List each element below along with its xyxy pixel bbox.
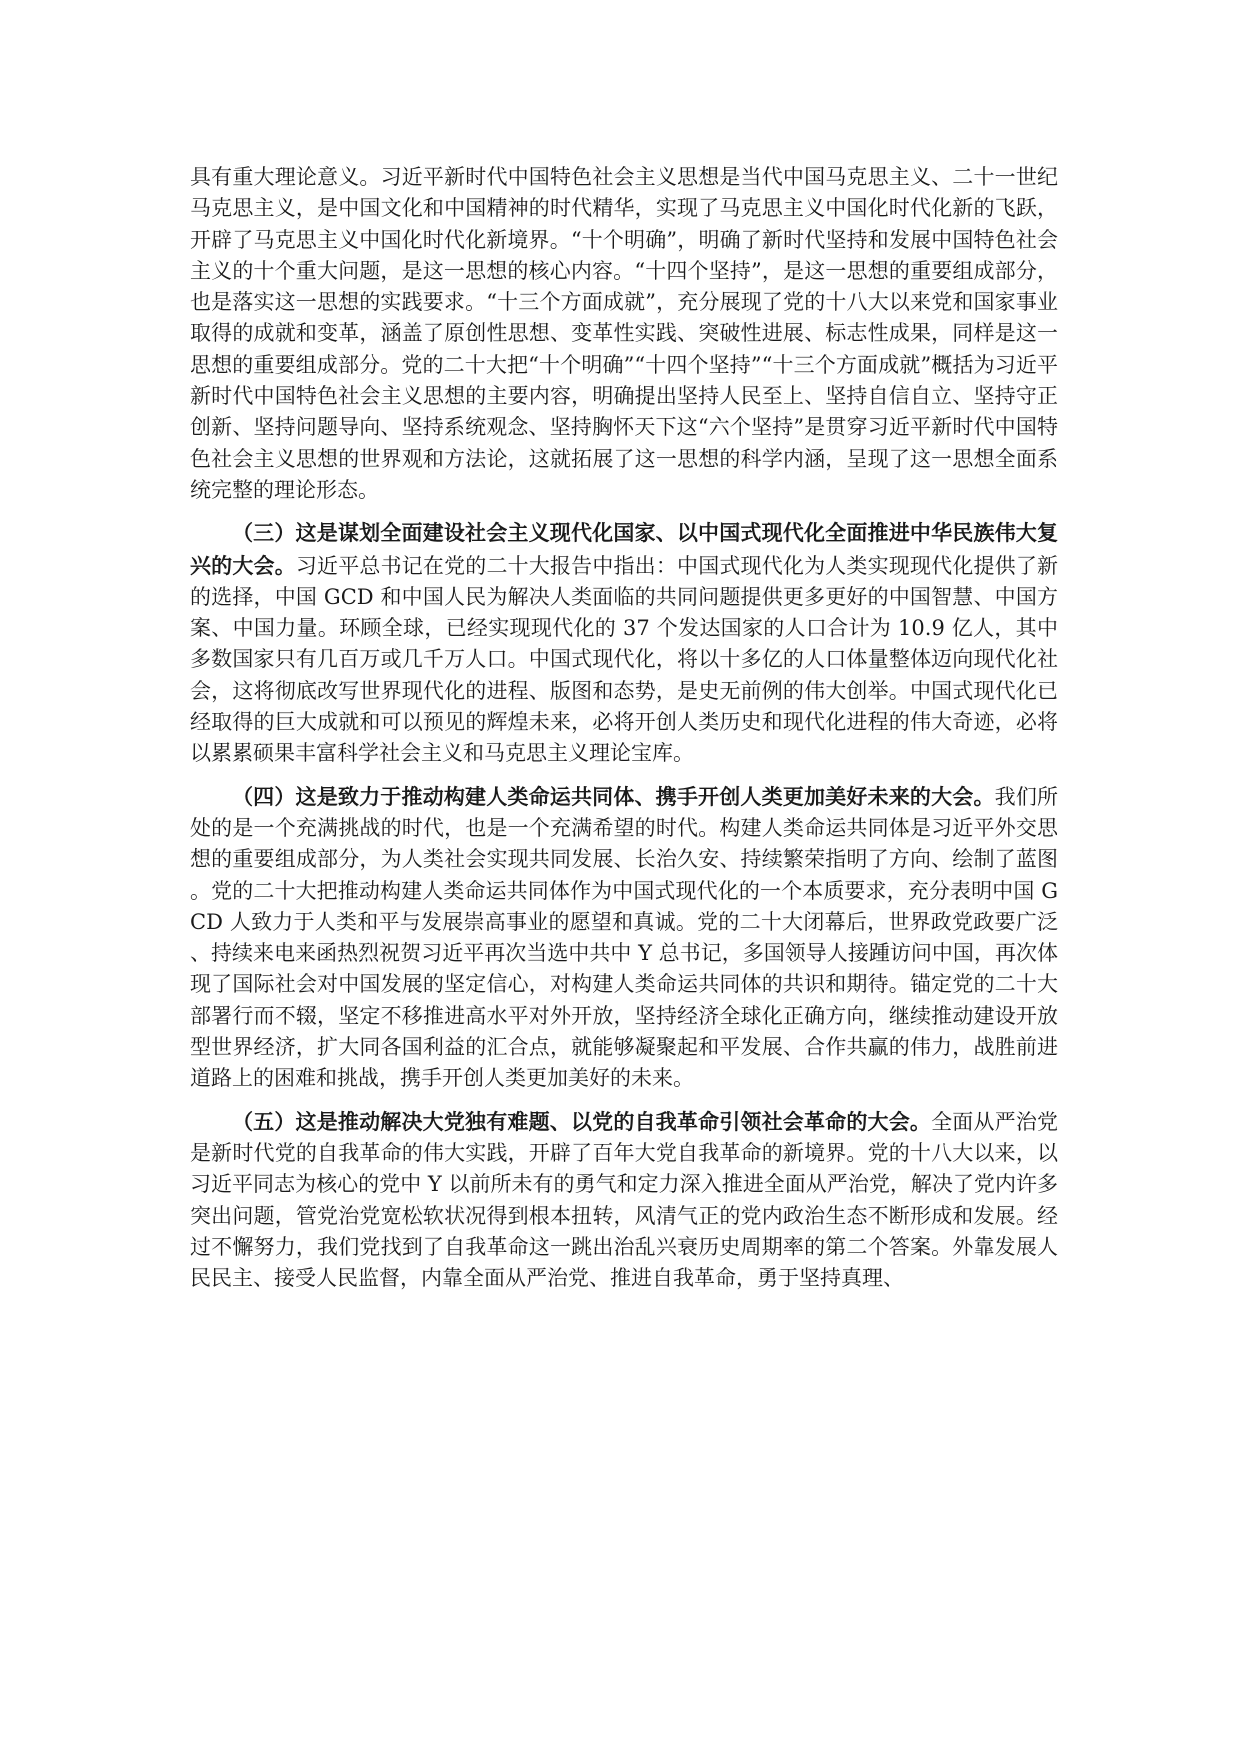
paragraph-body: 习近平总书记在党的二十大报告中指出：中国式现代化为人类实现现代化提供了新的选择，中国 GCD 和中国人民为解决人类面临的共同问题提供更多更好的中国智慧、中国方案、中国力量。环顾全球，已经实现现代化的 37 个发达国家的人口合计为 10.9 亿人，其中多数国家只有几百万或几千万人口。中国式现代化，将以十多亿的人口体量整体迈向现代化社会，这将彻底改写世界现代化的进程、版图和态势，是史无前例的伟大创举。中国式现代化已经取得的巨大成就和可以预见的辉煌未来，必将开创人类历史和现代化进程的伟大奇迹，必将以累累硕果丰富科学社会主义和马克思主义理论宝库。 (190, 553, 1058, 766)
paragraph-section-3 (190, 517, 1058, 769)
paragraph-continuation (190, 162, 1058, 506)
paragraph-body: 我们所处的是一个充满挑战的时代，也是一个充满希望的时代。构建人类命运共同体是习近平外交思想的重要组成部分，为人类社会实现共同发展、长治久安、持续繁荣指明了方向、绘制了蓝图。党的二十大把推动构建人类命运共同体作为中国式现代化的一个本质要求，充分表明中国 GCD 人致力于人类和平与发展崇高事业的愿望和真诚。党的二十大闭幕后，世界政党政要广泛、持续来电来函热烈祝贺习近平再次当选中共中 Y 总书记，多国领导人接踵访问中国，再次体现了国际社会对中国发展的坚定信心，对构建人类命运共同体的共识和期待。锚定党的二十大部署行而不辍，坚定不移推进高水平对外开放，坚持经济全球化正确方向，继续推动建设开放型世界经济，扩大同各国利益的汇合点，就能够凝聚起和平发展、合作共赢的伟力，战胜前进道路上的困难和挑战，携手开创人类更加美好的未来。 (190, 784, 1059, 1091)
paragraph-body: 全面从严治党是新时代党的自我革命的伟大实践，开辟了百年大党自我革命的新境界。党的十八大以来，以习近平同志为核心的党中 Y 以前所未有的勇气和定力深入推进全面从严治党，解决了党内许多突出问题，管党治党宽松软状况得到根本扭转，风清气正的党内政治生态不断形成和发展。经过不懈努力，我们党找到了自我革命这一跳出治乱兴衰历史周期率的第二个答案。外靠发展人民民主、接受人民监督，内靠全面从严治党、推进自我革命，勇于坚持真理、 (190, 1109, 1058, 1291)
paragraph-section-4 (190, 781, 1058, 1095)
section-heading: （四）这是致力于推动构建人类命运共同体、携手开创人类更加美好未来的大会。 (232, 783, 995, 809)
section-heading: （五）这是推动解决大党独有难题、以党的自我革命引领社会革命的大会。 (232, 1108, 932, 1134)
paragraph-body: 具有重大理论意义。习近平新时代中国特色社会主义思想是当代中国马克思主义、二十一世纪马克思主义，是中国文化和中国精神的时代精华，实现了马克思主义中国化时代化新的飞跃，开辟了马克思主义中国化时代化新境界。“十个明确”，明确了新时代坚持和发展中国特色社会主义的十个重大问题，是这一思想的核心内容。“十四个坚持”，是这一思想的重要组成部分，也是落实这一思想的实践要求。“十三个方面成就”，充分展现了党的十八大以来党和国家事业取得的成就和变革，涵盖了原创性思想、变革性实践、突破性进展、标志性成果，同样是这一思想的重要组成部分。党的二十大把“十个明确”“十四个坚持”“十三个方面成就”概括为习近平新时代中国特色社会主义思想的主要内容，明确提出坚持人民至上、坚持自信自立、坚持守正创新、坚持问题导向、坚持系统观念、坚持胸怀天下这“六个坚持”是贯穿习近平新时代中国特色社会主义思想的世界观和方法论，这就拓展了这一思想的科学内涵，呈现了这一思想全面系统完整的理论形态。 (190, 165, 1058, 502)
paragraph-section-5 (190, 1106, 1058, 1295)
document-page (190, 162, 1058, 1305)
section-heading: （三）这是谋划全面建设社会主义现代化国家、以中国式现代化全面推进中华民族伟大复兴的大会。 (190, 520, 1058, 578)
